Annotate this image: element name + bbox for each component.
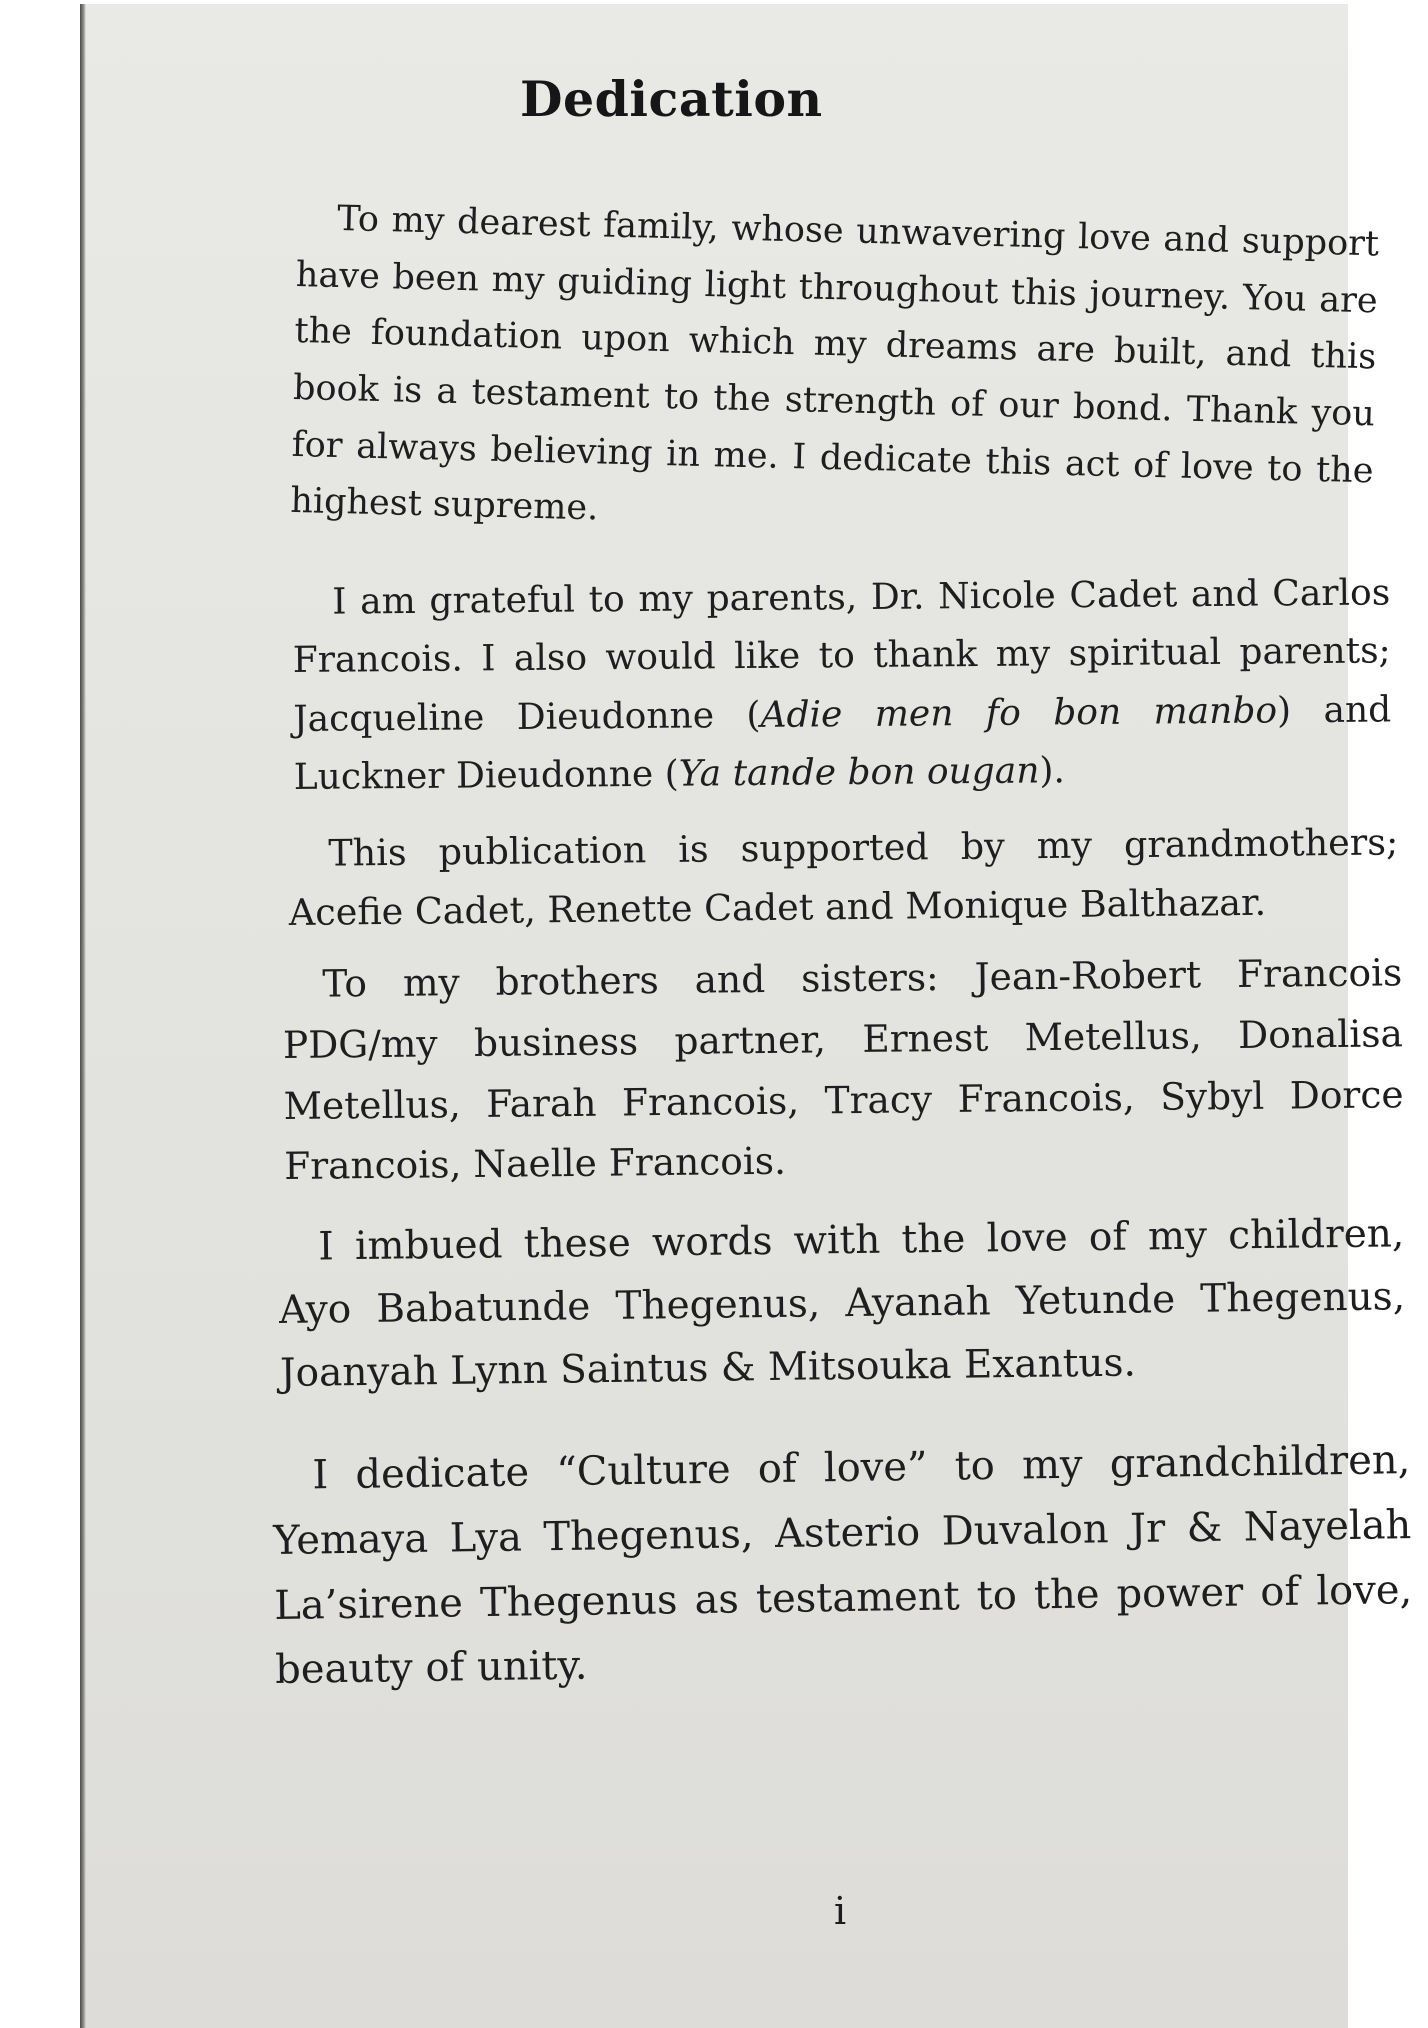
page-number: i bbox=[834, 1889, 847, 1933]
parents-text-2: ) and Luckner Dieudonne ( bbox=[293, 689, 1392, 798]
dedication-paragraph-children: I imbued these words with the love of my children, Ayo Babatunde Thegenus, Ayanah Yetunde Thegenus, Joanyah Lynn Saintus & Mitsouka Exantus. bbox=[278, 1211, 1406, 1397]
page-title: Dedication bbox=[520, 70, 823, 128]
dedication-paragraph-grandmothers: This publication is supported by my grandmothers; Acefie Cadet, Renette Cadet and Monique Balthazar. bbox=[288, 820, 1399, 935]
dedication-paragraph-parents bbox=[292, 564, 1392, 807]
book-page-photo bbox=[80, 4, 1413, 2028]
dedication-paragraph-grandchildren: I dedicate “Culture of love” to my grandchildren, Yemaya Lya Thegenus, Asterio Duvalon Jr & Nayelah La’sirene Thegenus as testament to the power of love, beauty of unity. bbox=[273, 1437, 1413, 1694]
parents-italic-2: Ya tande bon ougan bbox=[678, 750, 1040, 795]
dedication-paragraph-siblings: To my brothers and sisters: Jean-Robert Francois PDG/my business partner, Ernest Metellus, Donalisa Metellus, Farah Francois, Tracy Francois, Sybyl Dorce Francois, Naelle Francois. bbox=[282, 950, 1404, 1189]
parents-italic-1: Adie men fo bon manbo bbox=[760, 690, 1278, 736]
book-page bbox=[180, 4, 1413, 2028]
parents-text-1: I am grateful to my parents, Dr. Nicole Cadet and Carlos Francois. I also would like to thank my spiritual parents; Jacqueline Dieudonne ( bbox=[292, 572, 1391, 740]
parents-text-3: ). bbox=[1039, 750, 1066, 792]
dedication-paragraph-family: To my dearest family, whose unwavering love and support have been my guiding light throughout this journey. You are the foundation upon which my dreams are built, and this book is a testament to the strength of our bond. Thank you for always believing in me. I dedicate this act of love to the highest supreme. bbox=[289, 198, 1380, 529]
